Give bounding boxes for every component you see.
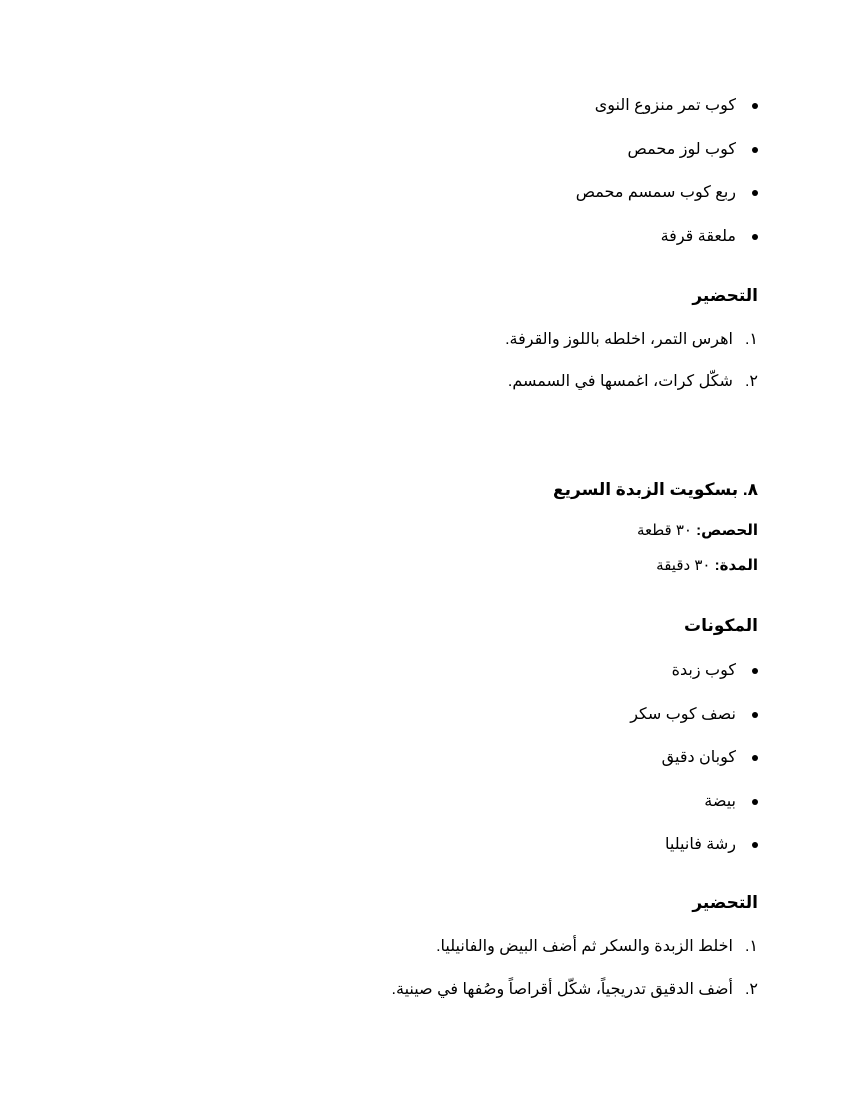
list-item [661,224,758,250]
bullet-icon [752,799,758,805]
list-item [704,789,758,815]
duration-line [656,554,758,578]
duration-label: المدة: [714,557,758,574]
preparation-heading: التحضير [692,286,758,305]
list-item [662,745,758,771]
ingredient-text: كوب زبدة [671,662,736,679]
bullet-icon [752,147,758,153]
bullet-icon [752,234,758,240]
ingredient-text: ملعقة قرفة [660,228,736,245]
ingredient-text: بيضة [704,793,736,810]
ingredient-text: كوب تمر منزوع النوى [594,97,736,114]
list-item [595,93,758,119]
ingredient-text: ربع كوب سمسم محمص [575,184,736,201]
ingredient-text: رشة فانيليا [665,836,736,853]
ingredient-text: كوبان دقيق [661,749,736,766]
step-number: ١. [744,938,758,955]
ingredient-text: نصف كوب سكر [630,706,736,723]
step-text: شكّل كرات، اغمسها في السمسم. [507,373,733,390]
bullet-icon [752,755,758,761]
step-number: ١. [744,331,758,348]
preparation-heading: التحضير [692,893,758,912]
bullet-icon [752,103,758,109]
servings-value: ٣٠ قطعة [636,522,692,539]
step-item [505,327,758,353]
bullet-icon [752,190,758,196]
step-text: اهرس التمر، اخلطه باللوز والقرفة. [505,331,733,348]
bullet-icon [752,842,758,848]
recipe-title: ٨. بسكويت الزبدة السريع [553,480,758,499]
step-item [436,934,758,960]
servings-line [637,519,758,543]
step-text: أضف الدقيق تدريجياً، شكّل أقراصاً وصُفها في صينية. [391,981,733,998]
step-item [508,369,758,395]
bullet-icon [752,668,758,674]
ingredient-text: كوب لوز محمص [627,141,736,158]
servings-label: الحصص: [696,522,758,539]
duration-value: ٣٠ دقيقة [656,557,711,574]
step-item [392,977,758,1003]
list-item [630,702,758,728]
step-number: ٢. [744,981,758,998]
list-item [576,180,758,206]
step-number: ٢. [744,373,758,390]
bullet-icon [752,712,758,718]
step-text: اخلط الزبدة والسكر ثم أضف البيض والفانيليا. [436,938,733,955]
list-item [628,137,758,163]
ingredients-heading: المكونات [683,616,758,635]
list-item [672,658,758,684]
list-item [665,832,758,858]
